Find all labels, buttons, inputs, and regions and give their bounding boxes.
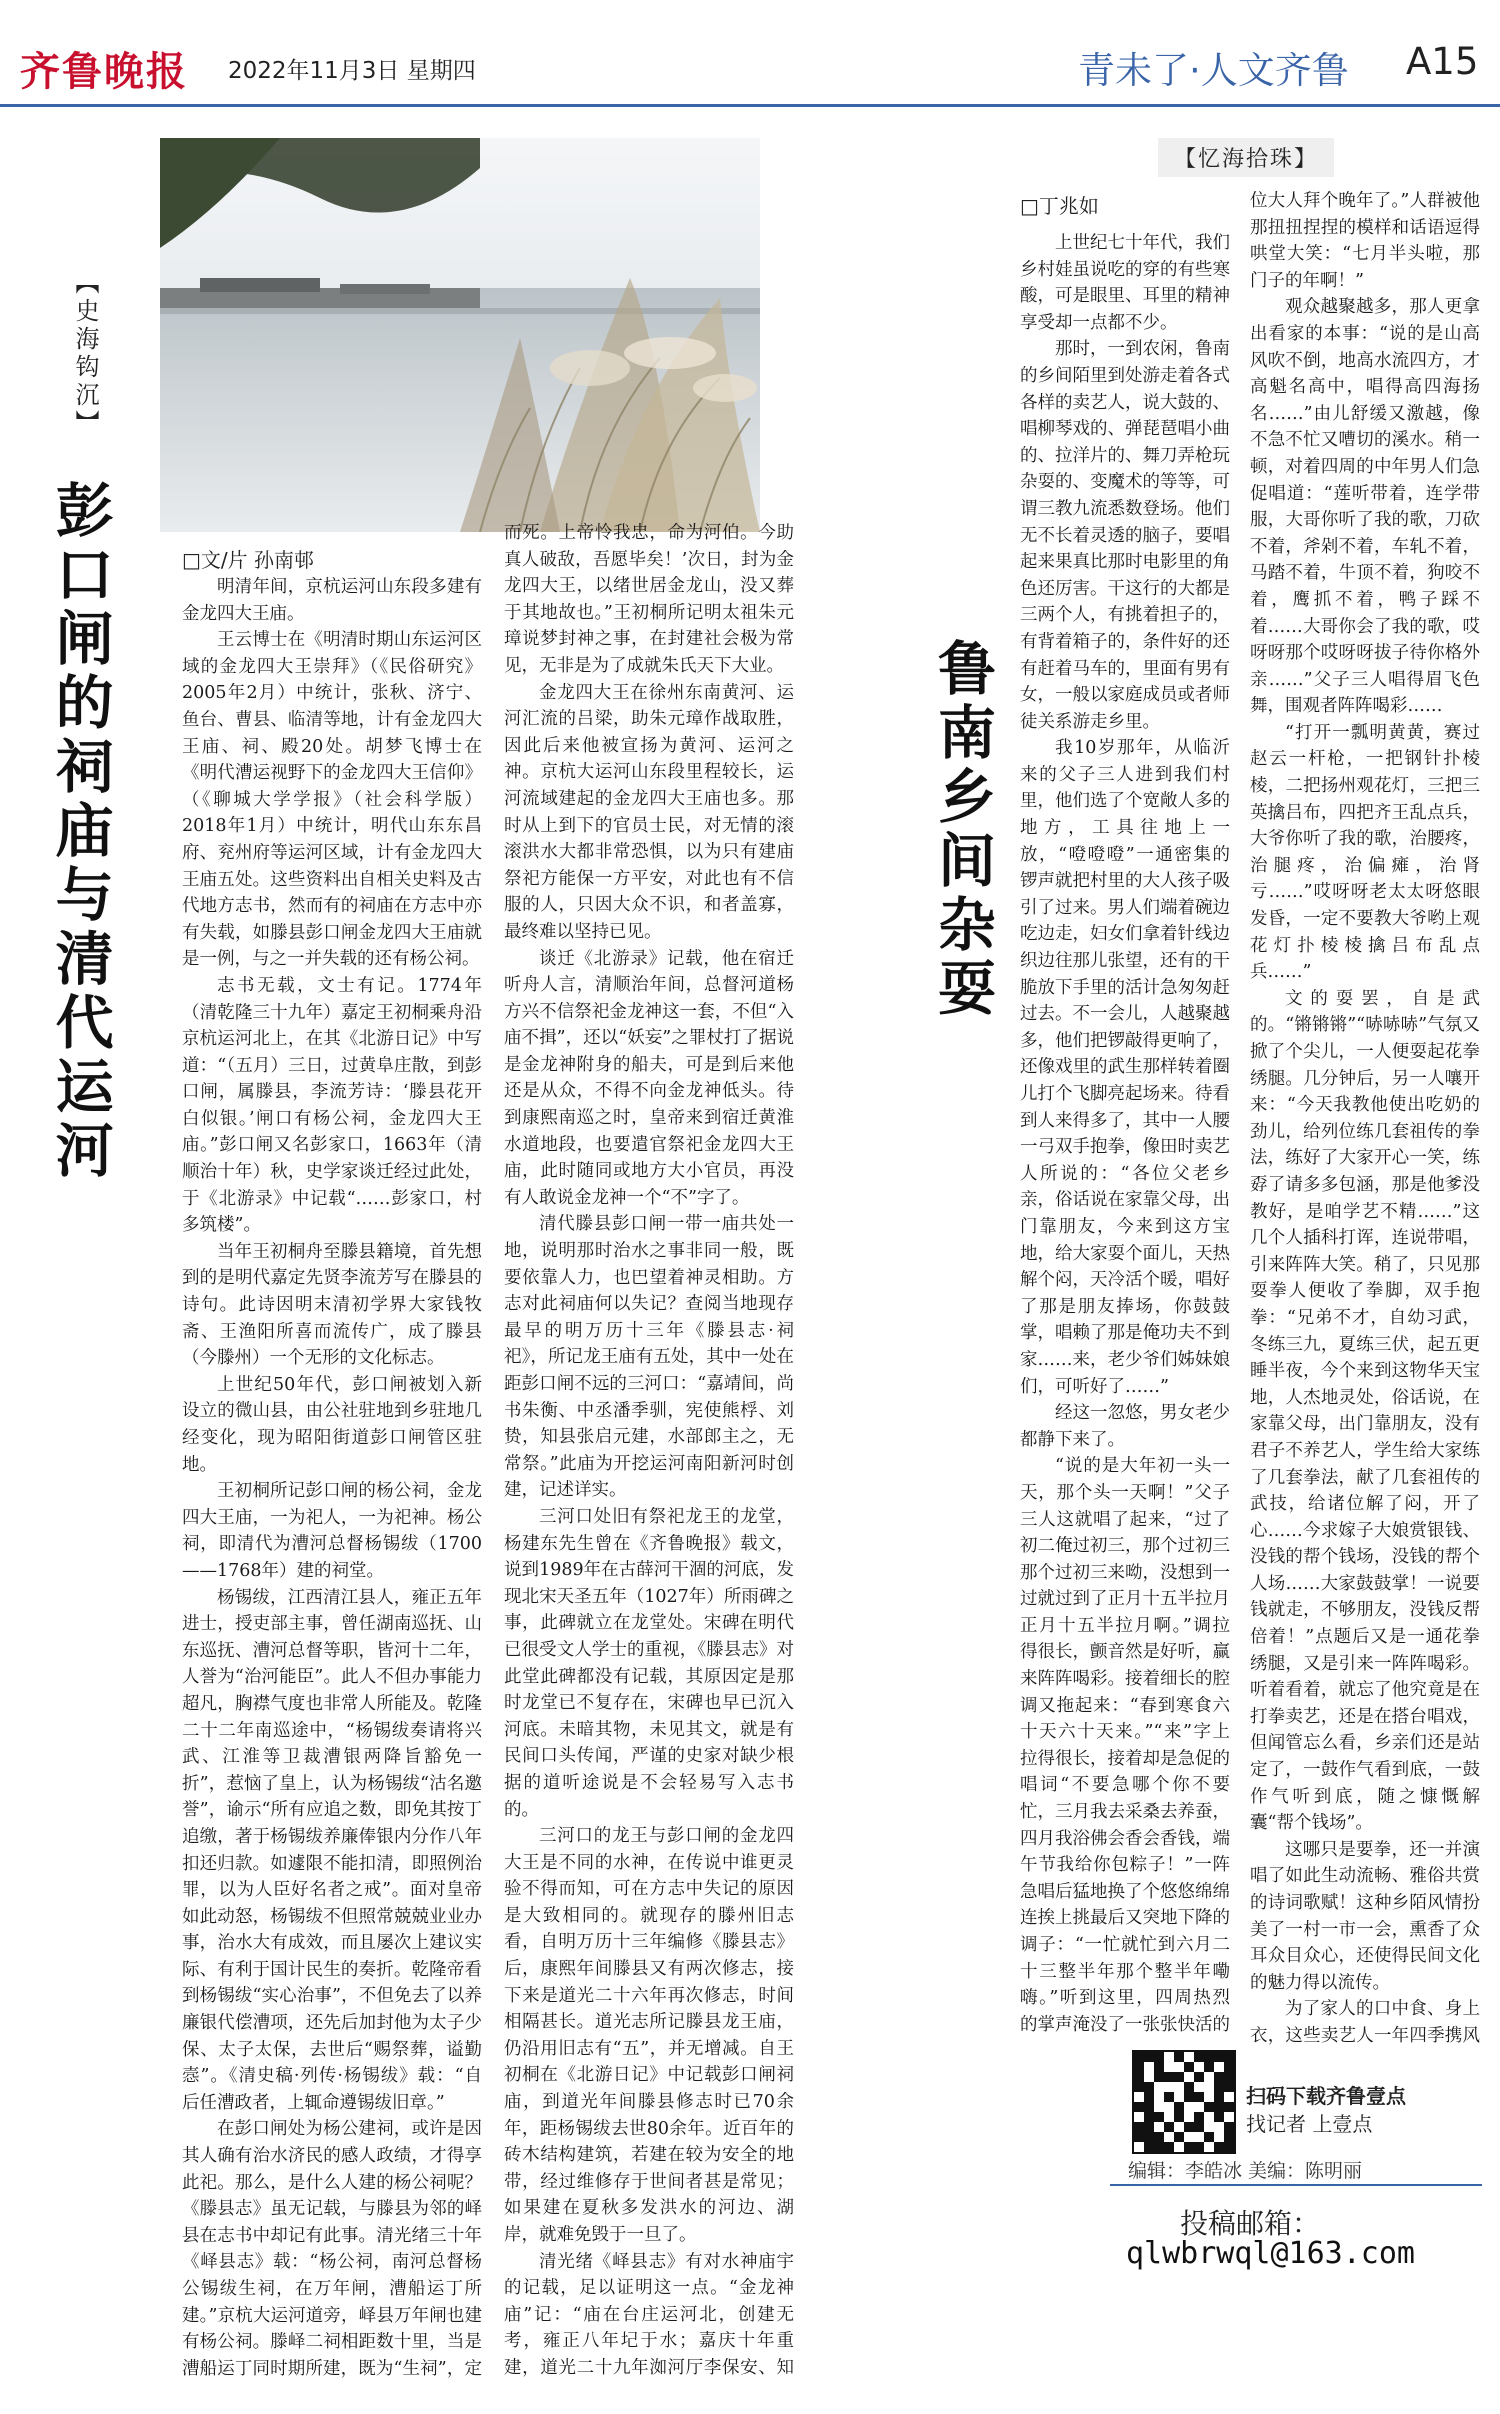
paragraph: 三河口处旧有祭祀龙王的龙堂，杨建东先生曾在《齐鲁晚报》载文，说到1989年在古薛河干涸的河底，发现北宋天圣五年（1027年）所雨碑之事，此碑就立在龙堂处。宋碑在明代已很受文人学士的重视，《滕县志》对此堂此碑都没有记载，其原因定是那时龙堂已不复存在，宋碑也早已沉入河底。未暗其物，未见其文，就是有民间口头传闻，严谨的史家对缺少根据的道听途说是不会轻易写入志书的。 <box>504 1506 794 1820</box>
paragraph: 杨锡绂，江西清江县人，雍正五年进士，授吏部主事，曾任湖南巡抚、山东巡抚、漕河总督等职，皆河十二年，人誉为“治河能臣”。此人不但办事能力超凡，胸襟气度也非常人所能及。乾隆二十二年南巡途中，“杨锡绂奏请将兴武、江淮等卫裁漕银两降旨豁免一折”，惹恼了皇上，认为杨锡绂“沽名邀誉”，谕示“所有应追之数，即免其按丁追缴，著于杨锡绂养廉俸银内分作八年扣还归款。如遽限不能扣清，即照例治罪，以为人臣好名者之戒”。面对皇帝如此动怒，杨锡绂不但照常兢兢业业办事，治水大有成效，而且屡次上建议实际、有利于国计民生的奏折。乾隆帝看到杨锡绂“实心治事”，不但免去了以养廉银代偿漕项，还先后加封他为太子少保、太子太保，去世后“赐祭葬，谥勤悫”。《清史稿·列传·杨锡绂》载：“自后任漕政者，上辄命遵锡绂旧章。” <box>182 1587 482 2113</box>
footer-rule <box>1110 2184 1482 2194</box>
column-tag-history: 【史海钩沉】 <box>71 270 99 438</box>
paragraph: 王云博士在《明清时期山东运河区域的金龙四大王崇拜》（《民俗研究》2005年2月）中统计，张秋、济宁、鱼台、曹县、临清等地，计有金龙四大王庙、祠、殿20处。胡梦飞博士在《明代漕运视野下的金龙四大王信仰》（《聊城大学学报》（社会科学版）2018年1月）中统计，明代山东东昌府、兖州府等运河区域，计有金龙四大王庙五处。这些资料出自相关史料及古代地方志书，然而有的祠庙在方志中亦有失载，如滕县彭口闸金龙四大王庙就是一例，与之一并失载的还有杨公祠。 <box>182 630 482 970</box>
page-number: A15 <box>1406 40 1479 83</box>
submission-label: 投稿邮箱： <box>1180 2207 1321 2240</box>
paragraph: 谈迁《北游录》记载，他在宿迁听舟人言，清顺治年间，总督河道杨方兴不信祭祀金龙神这一套，不但“入庙不揖”，还以“妖妄”之罪杖打了据说是金龙神附身的船夫，可是到后来他还是从众，不得不向金龙神低头。待到康熙南巡之时，皇帝来到宿迁黄淮水道地段，也要遣官祭祀金龙四大王庙，此时随同或地方大小官员，再没有人敢说金龙神一个“不”字了。 <box>504 948 794 1208</box>
paragraph: 清光绪《峄县志》有对水神庙宇的记载，足以证明这一点。“金龙神庙”记：“庙在台庄运河北，创建无考，雍正八年圮于水；嘉庆十年重建，道光二十九年洳河厅李保安、知 <box>504 2251 794 2378</box>
paragraph: 志书无载，文士有记。1774年（清乾隆三十九年）嘉定王初桐乘舟沿京杭运河北上，在其《北游日记》中写道：“（五月）三日，过黄阜庄散，到彭口闸，属滕县，李流芳诗：‘滕县花开白似银。’闸口有杨公祠，金龙四大王庙。”彭口闸又名彭家口，1663年（清顺治十年）秋，史学家谈迁经过此处，于《北游录》中记载“……彭家口，村多筑楼”。 <box>182 975 482 1236</box>
paragraph: 王初桐所记彭口闸的杨公祠，金龙四大王庙，一为祀人，一为祀神。杨公祠，即清代为漕河总督杨锡绂（1700——1768年）建的祠堂。 <box>182 1481 482 1581</box>
article-column-right-1 <box>1020 230 1230 2040</box>
headline-lunan: 鲁南乡间杂耍 <box>928 638 996 1022</box>
byline-left: □文/片 孙南邨 <box>182 548 314 572</box>
column-tag-memory: 【忆海拾珠】 <box>1158 138 1334 177</box>
header-rule <box>0 104 1500 107</box>
qr-code-icon[interactable] <box>1132 2050 1236 2154</box>
canal-reeds-illustration <box>160 138 760 532</box>
paragraph: 金龙四大王在徐州东南黄河、运河汇流的吕梁，助朱元璋作战取胜，因此后来他被宣扬为黄河、运河之神。京杭大运河山东段里程较长，运河流域建起的金龙四大王庙也多。那时从上到下的官员士民，对无情的滚滚洪水大都非常恐惧，以为只有建庙祭祀方能保一方平安，对此也有不信服的人，只因大众不识，和者盖寡，最终难以坚持已见。 <box>504 682 794 942</box>
qr-reporter-line: 找记者 上壹点 <box>1246 2112 1373 2136</box>
paragraph: 清代滕县彭口闸一带一庙共处一地，说明那时治水之事非同一般，既要依靠人力，也巴望着神灵相助。方志对此祠庙何以失记？查阅当地现存最早的明万历十三年《滕县志·祠祀》，所记龙王庙有五处，其中一处在距彭口闸不远的三河口：“嘉靖间，尚书朱衡、中丞潘季驯，宪使熊桴、刘贽，知县张启元建，水部郎主之，无常祭。”此庙为开挖运河南阳新河时创建，记述详实。 <box>504 1214 794 1501</box>
paragraph: 这哪只是要拳，还一并演唱了如此生动流畅、雅俗共赏的诗词歌赋！这种乡陌风情扮美了一村一市一会，熏香了众耳众目众心，还使得民间文化的魅力得以流传。 <box>1250 1839 1480 1993</box>
qr-caption: 扫码下载齐鲁壹点 <box>1246 2084 1406 2108</box>
paragraph: 当年王初桐舟至滕县籍境，首先想到的是明代嘉定先贤李流芳写在滕县的诗句。此诗因明末清初学界大家钱牧斋、王渔阳所喜而流传广，成了滕县（今滕州）一个无形的文化标志。 <box>182 1241 482 1369</box>
paragraph: 位大人拜个晚年了。”人群被他那扭扭捏捏的模样和话语逗得哄堂大笑：“七月半头啦，那门子的年啊！” <box>1250 191 1480 291</box>
paragraph: 经这一忽悠，男女老少都静下来了。 <box>1020 1403 1230 1450</box>
issue-date: 2022年11月3日 星期四 <box>228 58 476 84</box>
article-column-left-2 <box>504 520 794 2384</box>
canal-reeds-photo <box>160 138 760 532</box>
paragraph: 而死。上帝怜我忠，命为河伯。今助真人破敌，吾愿毕矣！’次日，封为金龙四大王，以绪世居金龙山，没又葬于其地故也。”王初桐所记明太祖朱元璋说梦封神之事，在封建社会极为常见，无非是为了成就朱氏天下大业。 <box>504 523 794 676</box>
submission-email[interactable]: qlwbrwql@163.com <box>1126 2236 1415 2271</box>
article-column-right-2 <box>1250 188 1480 2048</box>
paragraph: 在彭口闸处为杨公建祠，或许是因其人确有治水济民的感人政绩，才得享此祀。那么，是什么人建的杨公祠呢？《滕县志》虽无记载，与滕县为邻的峄县在志书中却记有此事。清光绪三十年《峄县志》载：“杨公祠，南河总督杨公锡绂生祠，在万年闸，漕船运丁所建。”京杭大运河道旁，峄县万年闸也建有杨公祠。滕峄二祠相距数十里，当是漕船运丁同时期所建，既为“生祠”，定 <box>182 2119 482 2379</box>
byline-right: □丁兆如 <box>1020 194 1099 218</box>
headline-pengkouzha: 彭口闸的祠庙与清代运河 <box>45 480 114 1184</box>
paragraph: 明清年间，京杭运河山东段多建有金龙四大王庙。 <box>182 577 482 624</box>
paragraph: 上世纪50年代，彭口闸被划入新设立的微山县，由公社驻地到乡驻地几经变化，现为昭阳街道彭口闸管区驻地。 <box>182 1374 482 1475</box>
section-title: 青未了·人文齐鲁 <box>1078 49 1349 92</box>
paragraph: 观众越聚越多，那人更拿出看家的本事：“说的是山高风吹不倒，地高水流四方，才高魁名高中，唱得高四海扬名……”由儿舒缓又激越，像不急不忙又嘈切的溪水。稍一顿，对着四周的中年男人们急促唱道：“莲听带着，连学带服，大哥你听了我的歌，刀砍不着，斧剁不着，车轧不着，马踏不着，牛顶不着，狗咬不着，鹰抓不着，鸭子踩不着……大哥你会了我的歌，哎呀呀那个哎呀呀拔子待你格外亲……”父子三人唱得眉飞色舞，围观者阵阵喝彩…… <box>1250 297 1480 717</box>
masthead-logo: 齐鲁晚报 <box>20 48 188 95</box>
paragraph: 为了家人的口中食、身上衣，这些卖艺人一年四季携风 <box>1250 1999 1480 2046</box>
paragraph: “打开一瓢明黄黄，赛过赵云一杆枪，一把钢针扑棱棱，二把扬州观花灯，三把三英擒吕布，四把齐王乱点兵，大爷你听了我的歌，治腰疼，治腿疼，治偏瘫，治肾亏……”哎呀呀老太太呀悠眼发昏，一定不要教大爷哟上观花灯扑棱棱擒吕布乱点兵……” <box>1250 722 1480 983</box>
paragraph: “说的是大年初一头一天，那个头一天啊！”父子三人这就唱了起来，“过了初二俺过初三，那个过初三那个过初三来呦，没想到一过就过到了正月十五半拉月正月十五半拉月啊。”调拉得很长，颤音然是好听，赢来阵阵喝彩。接着细长的腔调又拖起来：“春到寒食六十天六十天来。”“来”字上拉得很长，接着却是急促的唱词“不要急哪个你不要忙，三月我去采桑去养蚕，四月我浴佛会香会香钱，端午节我给你包粽子！”一阵急唱后猛地换了个悠悠绵绵连挨上挑最后又突地下降的调子：“一忙就忙到六月二十三整半年那个整半年嘞嗨。”听到这里，四周热烈的掌声淹没了一张张快活的 <box>1020 1456 1230 2035</box>
paragraph: 我10岁那年，从临沂来的父子三人进到我们村里，他们选了个宽敞人多的地方，工具往地上一放，“噔噔噔”一通密集的锣声就把村里的大人孩子吸引了过来。男人们端着碗边吃边走，妇女们拿着针线边织边往那儿张望，还有的干脆放下手里的活计急匆匆赶过去。不一会儿，人越聚越多，他们把锣敲得更响了，还像戏里的武生那样转着圈儿打个飞脚亮起场来。待看到人来得多了，其中一人腰一弓双手抱拳，像田时卖艺人所说的：“各位父老乡亲，俗话说在家靠父母，出门靠朋友，今来到这方宝地，给大家耍个面儿，天热解个闷，天冷活个暖，唱好了那是朋友捧场，你鼓鼓掌，唱赖了那是俺功夫不到家……来，老少爷们姊妹娘们，可听好了……” <box>1020 738 1230 1397</box>
editor-credit: 编辑：李皓冰 美编：陈明丽 <box>1128 2160 1363 2182</box>
paragraph: 文的耍罢，自是武的。“锵锵锵”“哧哧哧”气氛又掀了个尖儿，一人便耍起花拳绣腿。几分钟后，另一人嚷开来：“今天我教他使出吃奶的劲儿，给列位练几套祖传的拳法，练好了大家开心一笑，练孬了请多多包涵，那是他爹没教好，是咱学艺不精……”这几个人插科打诨，连说带唱，引来阵阵大笑。稍了，只见那耍拳人便收了拳脚，双手抱拳：“兄弟不才，自幼习武，冬练三九，夏练三伏，起五更睡半夜，今个来到这物华天宝地，人杰地灵处，俗话说，在家靠父母，出门靠朋友，没有君子不养艺人，学生给大家练了几套拳法，献了几套祖传的武技，给诸位解了闷，开了心……今求嫁子大娘赏银钱、没钱的帮个钱场，没钱的帮个人场……大家鼓鼓掌！一说要钱就走，不够朋友，没钱反帮倍着！”点题后又是一通花拳绣腿，又是引来一阵阵喝彩。听着看着，就忘了他究竟是在打拳卖艺，还是在搭台唱戏，但闻管忘么看，乡亲们还是站定了，一鼓作气看到底，一鼓作气听到底，随之慷慨解囊“帮个钱场”。 <box>1250 988 1480 1834</box>
article-column-left-1 <box>182 574 482 2384</box>
paragraph: 上世纪七十年代，我们乡村娃虽说吃的穿的有些寒酸，可是眼里、耳里的精神享受却一点都不少。 <box>1020 233 1230 333</box>
paragraph: 三河口的龙王与彭口闸的金龙四大王是不同的水神，在传说中谁更灵验不得而知，可在方志中失记的原因是大致相同的。就现存的滕州旧志看，自明万历十三年编修《滕县志》后，康熙年间滕县又有两次修志，接下来是道光二十六年再次修志，时间相隔甚长。道光志所记滕县龙王庙，仍沿用旧志有“五”，并无增减。自王初桐在《北游日记》中记载彭口闸祠庙，到道光年间滕县修志时已70余年，距杨锡绂去世80余年。近百年的砖木结构建筑，若建在较为安全的地带，经过维修存于世间者甚是常见；如果建在夏秋多发洪水的河边、湖岸，就难免毁于一旦了。 <box>504 1826 794 2245</box>
paragraph: 那时，一到农闲，鲁南的乡间陌里到处游走着各式各样的卖艺人，说大鼓的、唱柳琴戏的、弹琵琶唱小曲的、拉洋片的、舞刀弄枪玩杂耍的、变魔术的等等，可谓三教九流悉数登场。他们无不长着灵透的脑子，要唱起来果真比那时电影里的角色还厉害。干这行的大都是三两个人，有挑着担子的，有背着箱子的，条件好的还有赶着马车的，里面有男有女，一般以家庭成员或者师徒关系游走乡里。 <box>1020 339 1230 732</box>
